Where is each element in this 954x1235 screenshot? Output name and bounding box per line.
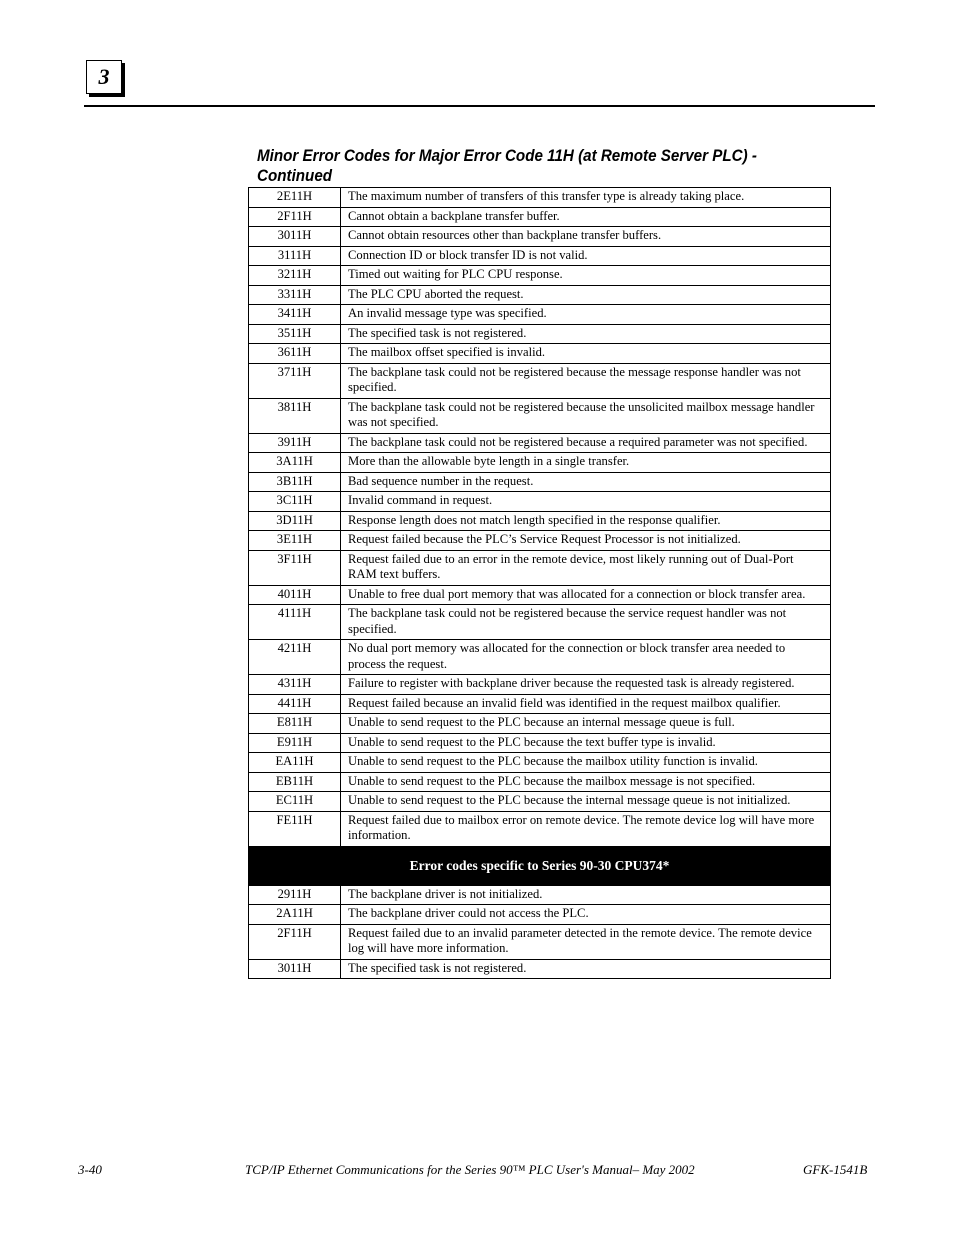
footer-manual-title: TCP/IP Ethernet Communications for the Series 90™ PLC User's Manual– May 2002 <box>245 1162 695 1177</box>
banner-text: Error codes specific to Series 90-30 CPU374* <box>249 846 831 885</box>
error-description-cell: No dual port memory was allocated for the connection or block transfer area needed to process the request. <box>341 640 831 675</box>
table-row <box>249 714 831 734</box>
error-code-cell: 3C11H <box>249 492 341 512</box>
error-description-cell: The backplane task could not be registered because the unsolicited mailbox message handler was not specified. <box>341 398 831 433</box>
table-row <box>249 227 831 247</box>
table-row <box>249 266 831 286</box>
table-row <box>249 675 831 695</box>
error-description-cell: More than the allowable byte length in a single transfer. <box>341 453 831 473</box>
error-description-cell: Unable to send request to the PLC because the internal message queue is not initialized. <box>341 792 831 812</box>
error-code-cell: 3D11H <box>249 511 341 531</box>
error-description-cell: Unable to free dual port memory that was allocated for a connection or block transfer area. <box>341 585 831 605</box>
error-description-cell: An invalid message type was specified. <box>341 305 831 325</box>
table-row <box>249 324 831 344</box>
error-code-cell: 2911H <box>249 885 341 905</box>
error-description-cell: Unable to send request to the PLC because an internal message queue is full. <box>341 714 831 734</box>
error-codes-table-body <box>249 188 831 979</box>
section-title: Minor Error Codes for Major Error Code 11H (at Remote Server PLC) - Continued <box>257 147 757 185</box>
error-description-cell: Request failed because an invalid field was identified in the request mailbox qualifier. <box>341 694 831 714</box>
error-code-cell: 2E11H <box>249 188 341 208</box>
error-code-cell: 4311H <box>249 675 341 695</box>
table-row <box>249 398 831 433</box>
error-description-cell: Response length does not match length specified in the response qualifier. <box>341 511 831 531</box>
error-code-cell: E811H <box>249 714 341 734</box>
footer-doc-id: GFK-1541B <box>803 1162 868 1177</box>
chapter-number-box <box>86 60 122 94</box>
header-rule <box>84 105 875 107</box>
table-row <box>249 550 831 585</box>
table-row <box>249 792 831 812</box>
error-description-cell: Request failed due to an error in the remote device, most likely running out of Dual-Port RAM text buffers. <box>341 550 831 585</box>
table-row <box>249 772 831 792</box>
error-code-cell: 2F11H <box>249 924 341 959</box>
error-description-cell: Connection ID or block transfer ID is not valid. <box>341 246 831 266</box>
table-row <box>249 585 831 605</box>
error-codes-table <box>248 187 831 979</box>
footer-page-number: 3-40 <box>78 1162 102 1177</box>
error-code-cell: 3611H <box>249 344 341 364</box>
error-code-cell: 3711H <box>249 363 341 398</box>
error-code-cell: FE11H <box>249 811 341 846</box>
error-description-cell: Unable to send request to the PLC because the mailbox utility function is invalid. <box>341 753 831 773</box>
error-description-cell: Request failed due to mailbox error on remote device. The remote device log will have more information. <box>341 811 831 846</box>
error-description-cell: Request failed due to an invalid parameter detected in the remote device. The remote device log will have more information. <box>341 924 831 959</box>
error-description-cell: Unable to send request to the PLC because the text buffer type is invalid. <box>341 733 831 753</box>
table-row <box>249 492 831 512</box>
error-description-cell: Cannot obtain a backplane transfer buffer. <box>341 207 831 227</box>
error-code-cell: 3411H <box>249 305 341 325</box>
error-description-cell: Unable to send request to the PLC because the mailbox message is not specified. <box>341 772 831 792</box>
table-row <box>249 511 831 531</box>
table-row <box>249 885 831 905</box>
error-code-cell: 2A11H <box>249 905 341 925</box>
error-description-cell: The maximum number of transfers of this transfer type is already taking place. <box>341 188 831 208</box>
error-code-cell: 3311H <box>249 285 341 305</box>
table-row <box>249 207 831 227</box>
table-section-banner <box>249 846 831 885</box>
error-description-cell: Bad sequence number in the request. <box>341 472 831 492</box>
table-row <box>249 344 831 364</box>
error-description-cell: The backplane driver is not initialized. <box>341 885 831 905</box>
table-row <box>249 924 831 959</box>
error-description-cell: The backplane driver could not access the PLC. <box>341 905 831 925</box>
error-description-cell: Request failed because the PLC’s Service Request Processor is not initialized. <box>341 531 831 551</box>
error-description-cell: Invalid command in request. <box>341 492 831 512</box>
error-code-cell: 4011H <box>249 585 341 605</box>
table-row <box>249 246 831 266</box>
table-row <box>249 531 831 551</box>
error-code-cell: 4211H <box>249 640 341 675</box>
error-description-cell: The specified task is not registered. <box>341 959 831 979</box>
table-row <box>249 188 831 208</box>
error-code-cell: 3911H <box>249 433 341 453</box>
error-description-cell: The backplane task could not be registered because the service request handler was not specified. <box>341 605 831 640</box>
error-description-cell: The backplane task could not be registered because the message response handler was not specified. <box>341 363 831 398</box>
table-row <box>249 285 831 305</box>
error-code-cell: 3E11H <box>249 531 341 551</box>
error-code-cell: 3211H <box>249 266 341 286</box>
table-row <box>249 453 831 473</box>
table-row <box>249 640 831 675</box>
error-code-cell: 3111H <box>249 246 341 266</box>
error-description-cell: The mailbox offset specified is invalid. <box>341 344 831 364</box>
error-code-cell: 4411H <box>249 694 341 714</box>
error-description-cell: Timed out waiting for PLC CPU response. <box>341 266 831 286</box>
table-row <box>249 733 831 753</box>
error-description-cell: Failure to register with backplane driver because the requested task is already registered. <box>341 675 831 695</box>
error-code-cell: 3811H <box>249 398 341 433</box>
error-code-cell: 3011H <box>249 959 341 979</box>
error-code-cell: EB11H <box>249 772 341 792</box>
error-description-cell: Cannot obtain resources other than backplane transfer buffers. <box>341 227 831 247</box>
table-row <box>249 363 831 398</box>
error-code-cell: 3F11H <box>249 550 341 585</box>
error-code-cell: 3511H <box>249 324 341 344</box>
chapter-number: 3 <box>98 64 110 89</box>
error-code-cell: 2F11H <box>249 207 341 227</box>
table-row <box>249 753 831 773</box>
table-row <box>249 905 831 925</box>
table-row <box>249 305 831 325</box>
table-row <box>249 605 831 640</box>
error-code-cell: EA11H <box>249 753 341 773</box>
error-code-cell: 4111H <box>249 605 341 640</box>
table-row <box>249 694 831 714</box>
error-code-cell: EC11H <box>249 792 341 812</box>
table-row <box>249 811 831 846</box>
error-description-cell: The PLC CPU aborted the request. <box>341 285 831 305</box>
error-code-cell: 3A11H <box>249 453 341 473</box>
error-description-cell: The backplane task could not be registered because a required parameter was not specified. <box>341 433 831 453</box>
error-code-cell: 3B11H <box>249 472 341 492</box>
error-code-cell: 3011H <box>249 227 341 247</box>
error-code-cell: E911H <box>249 733 341 753</box>
table-row <box>249 472 831 492</box>
error-description-cell: The specified task is not registered. <box>341 324 831 344</box>
table-row <box>249 959 831 979</box>
table-row <box>249 433 831 453</box>
